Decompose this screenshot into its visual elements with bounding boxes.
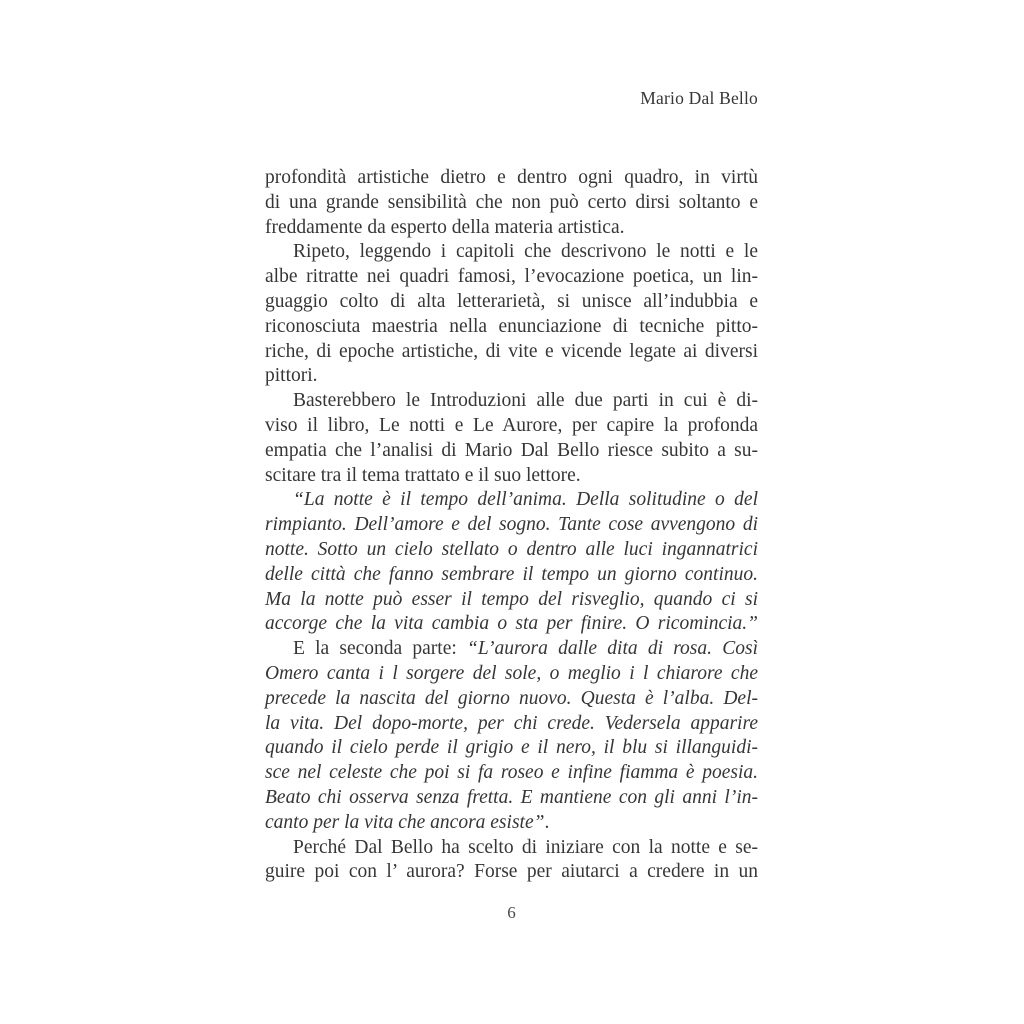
text-line — [265, 588, 758, 613]
text-line — [265, 513, 758, 538]
italic-text-segment: accorge che la vita cambia o sta per finire. O ricomincia.” — [265, 613, 758, 635]
text-line — [265, 538, 758, 563]
italic-text-segment: quando il cielo perde il grigio e il nero, il blu si illanguidi- — [265, 737, 758, 759]
paragraph — [265, 836, 758, 886]
text-segment: di una grande sensibilità che non può certo dirsi soltanto e — [265, 191, 758, 213]
text-segment: viso il libro, Le notti e Le Aurore, per capire la profonda — [265, 414, 758, 436]
italic-text-segment: rimpianto. Dell’amore e del sogno. Tante cose avvengono di — [265, 514, 758, 536]
text-segment: riconosciuta maestria nella enunciazione di tecniche pitto- — [265, 315, 758, 337]
text-segment: guaggio colto di alta letterarietà, si unisce all’indubbia e — [265, 290, 758, 312]
text-line — [265, 612, 758, 637]
text-line — [265, 637, 758, 662]
text-segment: Perché Dal Bello ha scelto di iniziare con la notte e se- — [293, 836, 758, 858]
paragraph — [265, 389, 758, 488]
text-line — [265, 166, 758, 191]
text-line — [265, 240, 758, 265]
text-line — [265, 364, 758, 389]
text-line — [265, 860, 758, 885]
text-line — [265, 687, 758, 712]
text-line — [265, 439, 758, 464]
italic-text-segment: Ma la notte può esser il tempo del risveglio, quando ci si — [265, 588, 758, 610]
italic-text-segment: sce nel celeste che poi si fa roseo e infine fiamma è poesia. — [265, 762, 758, 784]
text-segment: . — [544, 811, 550, 833]
paragraph — [265, 166, 758, 240]
italic-text-segment: la vita. Del dopo-morte, per chi crede. Vedersela apparire — [265, 712, 758, 734]
italic-text-segment: delle città che fanno sembrare il tempo un giorno continuo. — [265, 563, 758, 585]
text-line — [265, 662, 758, 687]
italic-text-segment: Beato chi osserva senza fretta. E mantiene con gli anni l’in- — [265, 786, 758, 808]
body-text-block — [265, 166, 758, 885]
text-line — [265, 340, 758, 365]
italic-text-segment: precede la nascita del giorno nuovo. Questa è l’alba. Del- — [265, 687, 758, 709]
paragraph — [265, 488, 758, 637]
text-segment: albe ritratte nei quadri famosi, l’evocazione poetica, un lin- — [265, 266, 758, 288]
text-line — [265, 216, 758, 241]
text-segment: scitare tra il tema trattato e il suo lettore. — [265, 464, 581, 486]
text-segment: freddamente da esperto della materia artistica. — [265, 216, 625, 238]
italic-text-segment: “L’aurora dalle dita di rosa. Così — [466, 638, 758, 660]
page-number: 6 — [507, 903, 516, 922]
text-segment: E la seconda parte: — [293, 638, 467, 660]
text-segment: riche, di epoche artistiche, di vite e vicende legate ai diversi — [265, 340, 758, 362]
italic-text-segment: canto per la vita che ancora esiste” — [265, 811, 545, 833]
text-segment: empatia che l’analisi di Mario Dal Bello riesce subito a su- — [265, 439, 758, 461]
text-segment: Ripeto, leggendo i capitoli che descrivono le notti e le — [293, 241, 758, 263]
text-line — [265, 761, 758, 786]
text-segment: pittori. — [265, 365, 318, 387]
text-line — [265, 290, 758, 315]
text-segment: Basterebbero le Introduzioni alle due parti in cui è di- — [293, 390, 758, 412]
text-line — [265, 563, 758, 588]
text-segment: profondità artistiche dietro e dentro ogni quadro, in virtù — [265, 167, 758, 188]
paragraph — [265, 240, 758, 389]
paragraph — [265, 637, 758, 835]
text-line — [265, 315, 758, 340]
text-line — [265, 712, 758, 737]
text-line — [265, 488, 758, 513]
italic-text-segment: Omero canta i l sorgere del sole, o meglio i l chiarore che — [265, 662, 758, 684]
text-line — [265, 811, 758, 836]
text-line — [265, 464, 758, 489]
text-line — [265, 786, 758, 811]
text-line — [265, 191, 758, 216]
running-header: Mario Dal Bello — [640, 88, 758, 108]
text-line — [265, 265, 758, 290]
italic-text-segment: notte. Sotto un cielo stellato o dentro alle luci ingannatrici — [265, 538, 758, 560]
text-line — [265, 736, 758, 761]
text-line — [265, 414, 758, 439]
text-line — [265, 389, 758, 414]
italic-text-segment: “La notte è il tempo dell’anima. Della solitudine o del — [293, 489, 758, 511]
text-segment: guire poi con l’ aurora? Forse per aiutarci a credere in un — [265, 861, 758, 883]
text-line — [265, 836, 758, 861]
